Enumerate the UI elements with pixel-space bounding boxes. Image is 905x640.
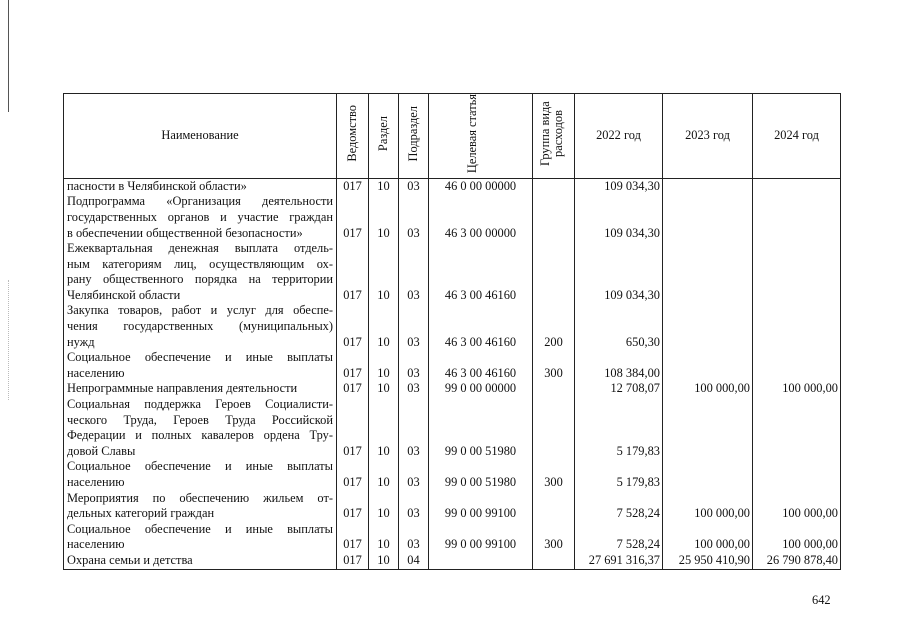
row-name-line: Ежеквартальная денежная выплата отдель- (67, 241, 333, 256)
row-2024 (753, 303, 841, 350)
row-2023: 100 000,00 (663, 491, 753, 522)
row-name-line: чения государственных (муниципальных) (67, 319, 333, 334)
header-2023: 2023 год (663, 94, 753, 179)
row-name-line: Закупка товаров, работ и услуг для обеспе- (67, 303, 333, 318)
row-subsection: 04 (399, 553, 429, 569)
row-2022: 27 691 316,37 (575, 553, 663, 569)
row-2023: 100 000,00 (663, 381, 753, 397)
header-target: Целевая статья (429, 94, 533, 179)
row-name-line: Федерации и полных кавалеров ордена Тру- (67, 428, 333, 443)
row-dept: 017 (337, 194, 369, 241)
row-name-line: государственных органов и участие граждан (67, 209, 333, 224)
row-2024 (753, 350, 841, 381)
row-2022: 108 384,00 (575, 350, 663, 381)
row-name (64, 491, 337, 522)
row-name-line: Социальное обеспечение и иные выплаты (67, 459, 333, 474)
row-name (64, 194, 337, 241)
row-subsection: 03 (399, 303, 429, 350)
row-2022: 109 034,30 (575, 241, 663, 303)
row-2023 (663, 178, 753, 194)
row-name-line: нужд (67, 334, 95, 349)
row-name-line: рану общественного порядка на территории (67, 272, 333, 287)
row-dept: 017 (337, 303, 369, 350)
row-dept: 017 (337, 241, 369, 303)
row-2023: 100 000,00 (663, 522, 753, 553)
row-name (64, 553, 337, 569)
row-exptype: 300 (533, 522, 575, 553)
header-row (64, 94, 841, 179)
row-2023 (663, 303, 753, 350)
row-subsection: 03 (399, 178, 429, 194)
row-exptype (533, 381, 575, 397)
row-subsection: 03 (399, 522, 429, 553)
row-name-line: Социальная поддержка Героев Социалисти- (67, 397, 333, 412)
row-exptype (533, 553, 575, 569)
table-row (64, 178, 841, 194)
header-name: Наименование (64, 94, 337, 179)
table-row (64, 553, 841, 569)
row-target: 46 0 00 00000 (429, 178, 533, 194)
row-section: 10 (369, 241, 399, 303)
row-section: 10 (369, 194, 399, 241)
row-2024: 100 000,00 (753, 522, 841, 553)
row-section: 10 (369, 350, 399, 381)
row-2022: 109 034,30 (575, 194, 663, 241)
row-target: 99 0 00 51980 (429, 459, 533, 490)
table-row (64, 303, 841, 350)
row-dept: 017 (337, 522, 369, 553)
row-2024 (753, 178, 841, 194)
row-name (64, 381, 337, 397)
row-2024 (753, 459, 841, 490)
page-number: 642 (812, 593, 831, 607)
row-dept: 017 (337, 178, 369, 194)
row-target: 46 3 00 00000 (429, 194, 533, 241)
row-target: 46 3 00 46160 (429, 241, 533, 303)
row-target: 46 3 00 46160 (429, 350, 533, 381)
row-2022: 650,30 (575, 303, 663, 350)
row-subsection: 03 (399, 397, 429, 459)
row-section: 10 (369, 459, 399, 490)
row-section: 10 (369, 178, 399, 194)
table-row (64, 241, 841, 303)
table-row (64, 491, 841, 522)
table-row (64, 459, 841, 490)
row-2023 (663, 241, 753, 303)
header-subsection: Подраздел (399, 94, 429, 179)
row-subsection: 03 (399, 381, 429, 397)
row-2023 (663, 194, 753, 241)
row-name-line: ческого Труда, Героев Труда Российской (67, 412, 333, 427)
row-2023 (663, 397, 753, 459)
row-name-line: в обеспечении общественной безопасности» (67, 225, 303, 240)
row-name (64, 303, 337, 350)
row-section: 10 (369, 522, 399, 553)
row-name-line: Мероприятия по обеспечению жильем от- (67, 490, 333, 505)
row-name (64, 241, 337, 303)
header-exptype: Группа вида расходов (533, 94, 575, 179)
row-subsection: 03 (399, 491, 429, 522)
table-row (64, 381, 841, 397)
header-2024: 2024 год (753, 94, 841, 179)
header-2022: 2022 год (575, 94, 663, 179)
row-name-line: населению (67, 537, 125, 552)
budget-table (63, 93, 841, 570)
row-2022: 12 708,07 (575, 381, 663, 397)
row-name-line: Социальное обеспечение и иные выплаты (67, 350, 333, 365)
row-name-line: довой Славы (67, 443, 136, 458)
row-dept: 017 (337, 397, 369, 459)
row-subsection: 03 (399, 241, 429, 303)
row-exptype (533, 397, 575, 459)
row-name (64, 178, 337, 194)
row-exptype (533, 194, 575, 241)
row-name (64, 397, 337, 459)
row-exptype: 200 (533, 303, 575, 350)
table-row (64, 350, 841, 381)
row-section: 10 (369, 381, 399, 397)
row-dept: 017 (337, 553, 369, 569)
row-target: 46 3 00 46160 (429, 303, 533, 350)
row-2022: 7 528,24 (575, 491, 663, 522)
row-2022: 5 179,83 (575, 397, 663, 459)
row-2024 (753, 397, 841, 459)
row-target: 99 0 00 51980 (429, 397, 533, 459)
row-2023 (663, 459, 753, 490)
row-exptype: 300 (533, 350, 575, 381)
row-exptype (533, 178, 575, 194)
row-target: 99 0 00 99100 (429, 522, 533, 553)
row-target (429, 553, 533, 569)
row-name (64, 459, 337, 490)
margin-dots (8, 280, 10, 400)
row-name-line: населению (67, 475, 125, 489)
row-subsection: 03 (399, 194, 429, 241)
row-2024: 26 790 878,40 (753, 553, 841, 569)
row-2024: 100 000,00 (753, 491, 841, 522)
margin-rule (8, 0, 9, 112)
row-target: 99 0 00 99100 (429, 491, 533, 522)
row-name-line: Подпрограмма «Организация деятельности (67, 194, 333, 209)
header-dept: Ведомство (337, 94, 369, 179)
table-row (64, 194, 841, 241)
row-name-line: ным категориям лиц, осуществляющим ох- (67, 256, 333, 271)
header-section: Раздел (369, 94, 399, 179)
row-2022: 109 034,30 (575, 178, 663, 194)
row-name-line: населению (67, 365, 125, 380)
row-section: 10 (369, 491, 399, 522)
row-name-line: Охрана семьи и детства (67, 552, 193, 567)
row-2024 (753, 241, 841, 303)
row-target: 99 0 00 00000 (429, 381, 533, 397)
row-subsection: 03 (399, 350, 429, 381)
row-exptype (533, 241, 575, 303)
row-2023 (663, 350, 753, 381)
row-2024: 100 000,00 (753, 381, 841, 397)
row-dept: 017 (337, 350, 369, 381)
row-name (64, 522, 337, 553)
row-name-line: Социальное обеспечение и иные выплаты (67, 521, 333, 536)
row-name-line: Непрограммные направления деятельности (67, 381, 298, 396)
row-subsection: 03 (399, 459, 429, 490)
row-section: 10 (369, 397, 399, 459)
row-dept: 017 (337, 459, 369, 490)
row-section: 10 (369, 553, 399, 569)
row-section: 10 (369, 303, 399, 350)
row-2023: 25 950 410,90 (663, 553, 753, 569)
row-name-line: пасности в Челябинской области» (67, 178, 247, 193)
row-exptype: 300 (533, 459, 575, 490)
table-row (64, 397, 841, 459)
row-dept: 017 (337, 491, 369, 522)
row-name-line: дельных категорий граждан (67, 506, 215, 521)
row-dept: 017 (337, 381, 369, 397)
row-2024 (753, 194, 841, 241)
row-2022: 5 179,83 (575, 459, 663, 490)
row-exptype (533, 491, 575, 522)
row-name-line: Челябинской области (67, 287, 181, 302)
row-2022: 7 528,24 (575, 522, 663, 553)
table-row (64, 522, 841, 553)
row-name (64, 350, 337, 381)
